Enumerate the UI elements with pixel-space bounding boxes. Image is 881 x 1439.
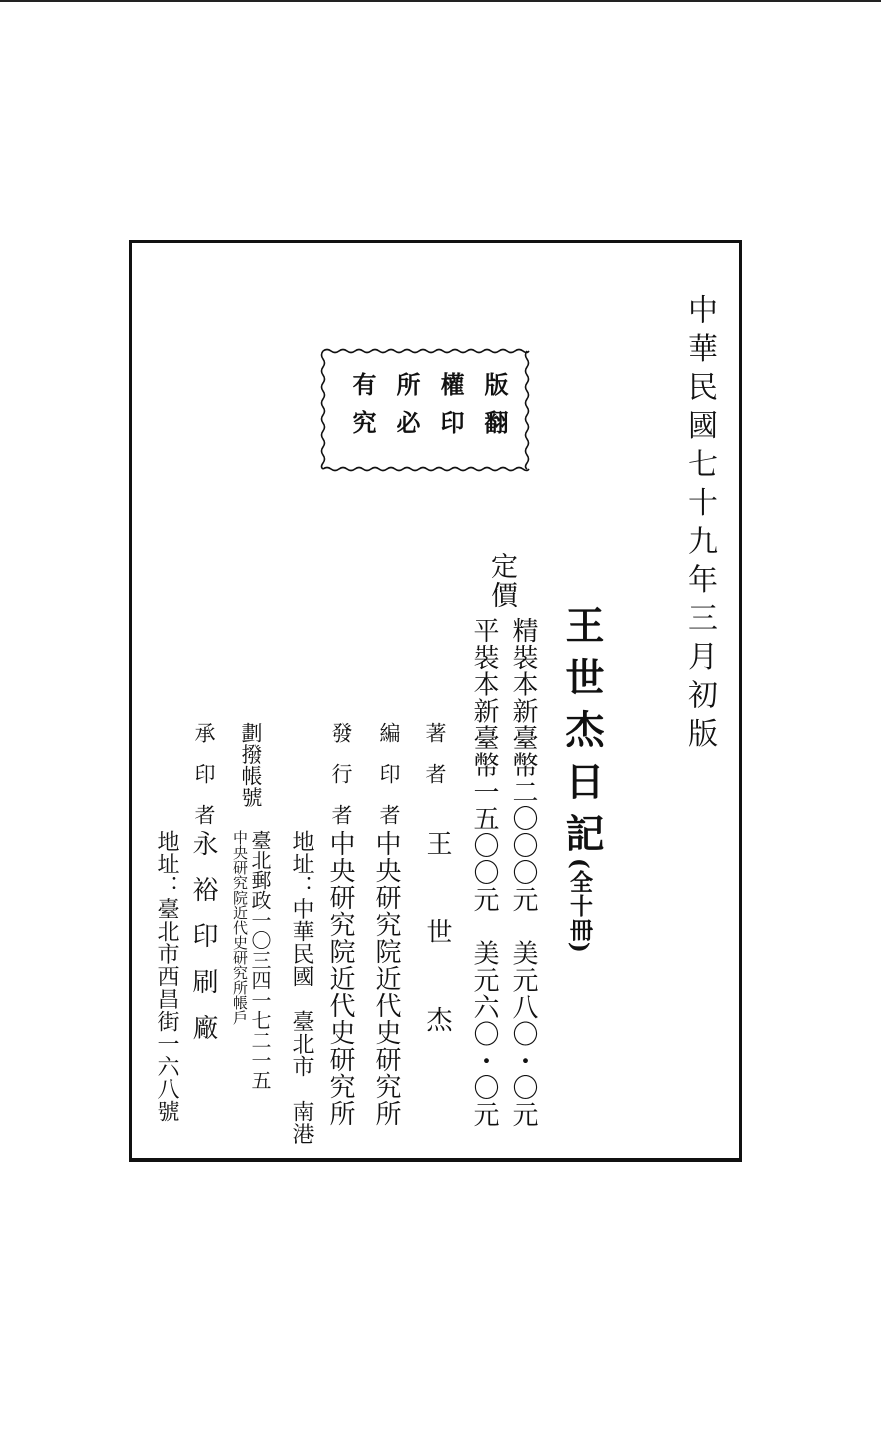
author-name: 王世杰 xyxy=(422,830,452,1094)
publisher-address: 地址：中華民國 臺北市 南港 xyxy=(289,830,314,1145)
stamp-column-2: 權印 xyxy=(436,372,465,448)
publisher-name: 中央研究院近代史研究所 xyxy=(325,830,355,1127)
printer-name: 永裕印刷廠 xyxy=(188,830,218,1060)
book-title: 王世杰日記 xyxy=(559,605,605,865)
copyright-stamp xyxy=(320,348,530,472)
book-volumes: (全十冊) xyxy=(566,858,593,954)
price-label: 定價 xyxy=(486,552,517,610)
price-hardcover: 精裝本新臺幣二〇〇〇元 美元八〇・〇元 xyxy=(508,617,538,1129)
author-label: 著者 xyxy=(423,722,447,804)
price-paperback: 平裝本新臺幣一五〇〇元 美元六〇・〇元 xyxy=(469,617,499,1129)
publisher-label: 發行者 xyxy=(329,722,353,845)
giro-label: 劃撥帳號 xyxy=(239,722,263,808)
giro-number: 臺北郵政一〇三四一七二一五 xyxy=(248,830,272,1090)
printer-address: 地址：臺北市西昌街一六八號 xyxy=(154,830,179,1123)
top-rule xyxy=(0,0,881,2)
giro-account: 中央研究院近代史研究所帳戶 xyxy=(231,830,249,1025)
printer-label: 承印者 xyxy=(192,722,216,845)
publication-date: 中華民國七十九年三月初版 xyxy=(682,294,717,756)
editor-label: 編印者 xyxy=(377,722,401,845)
stamp-column-4: 有究 xyxy=(348,372,377,448)
stamp-column-1: 版翻 xyxy=(480,372,509,448)
stamp-column-3: 所必 xyxy=(392,372,421,448)
editor-name: 中央研究院近代史研究所 xyxy=(371,830,401,1127)
